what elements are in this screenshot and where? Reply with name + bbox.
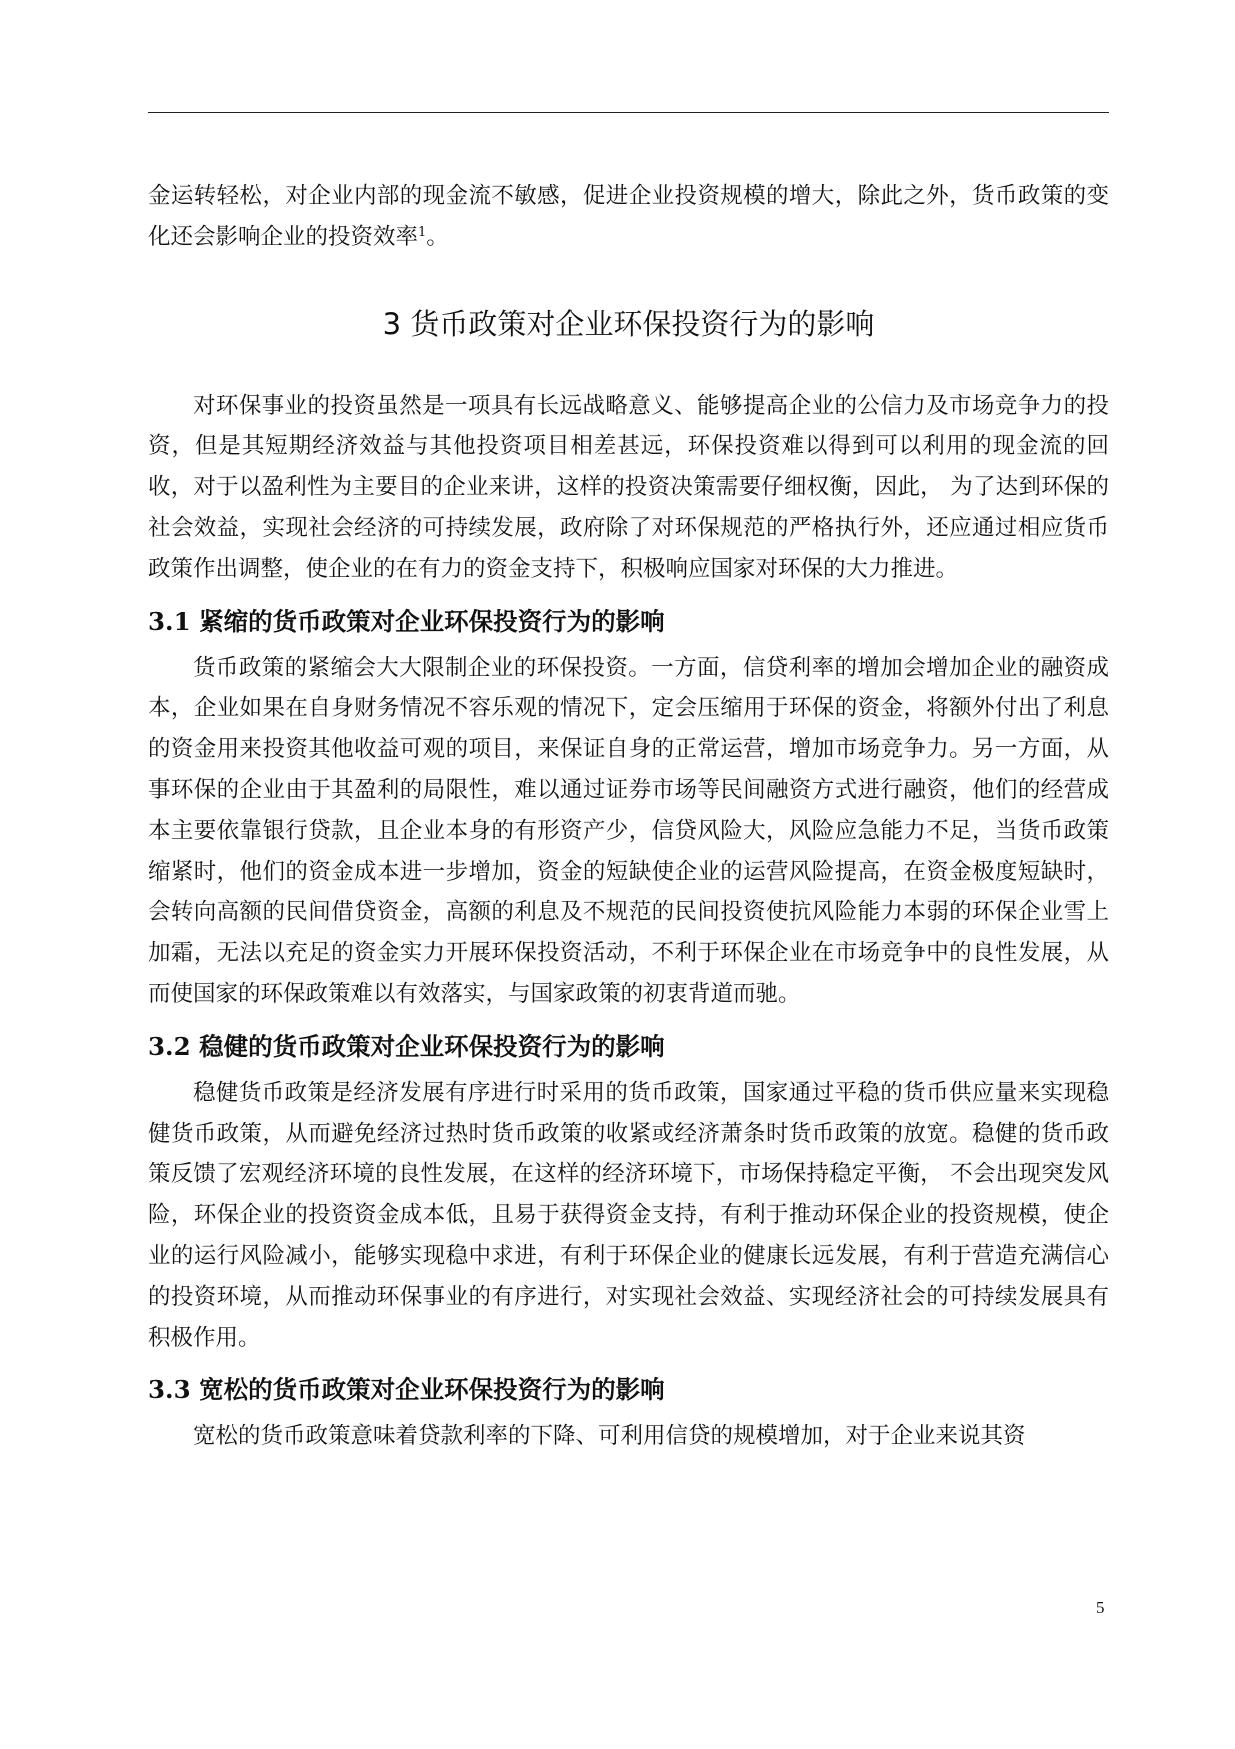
section-title-3-1: 3.1 紧缩的货币政策对企业环保投资行为的影响 — [148, 606, 665, 636]
page-number: 5 — [1096, 1598, 1105, 1617]
section-title-3-2: 3.2 稳健的货币政策对企业环保投资行为的影响 — [148, 1031, 665, 1061]
intro-paragraph-text: 金运转轻松，对企业内部的现金流不敏感，促进企业投资规模的增大，除此之外，货币政策的变化还会影响企业的投资效率 — [148, 183, 1109, 250]
section-title-3-3: 3.3 宽松的货币政策对企业环保投资行为的影响 — [148, 1375, 665, 1405]
chapter-title: 3 货币政策对企业环保投资行为的影响 — [382, 306, 875, 341]
intro-paragraph — [148, 176, 1109, 258]
page-body — [148, 176, 1109, 1457]
intro-paragraph-end: 。 — [426, 223, 449, 250]
section-paragraph-3-2: 稳健货币政策是经济发展有序进行时采用的货币政策，国家通过平稳的货币供应量来实现稳健货币政策，从而避免经济过热时货币政策的收紧或经济萧条时货币政策的放宽。稳健的货币政策反馈了宏观经济环境的良性发展，在这样的经济环境下，市场保持稳定平衡， 不会出现突发风险，环保企业的投资资金成本低，且易于获得资金支持，有利于推动环保企业的投资规模，使企业的运行风险减小，能够实现稳中求进，有利于环保企业的健康长远发展，有利于营造充满信心的投资环境，从而推动环保事业的有序进行，对实现社会效益、实现经济社会的可持续发展具有积极作用。 — [148, 1079, 1109, 1351]
header-rule — [148, 112, 1109, 113]
section-paragraph-3-1: 货币政策的紧缩会大大限制企业的环保投资。一方面，信贷利率的增加会增加企业的融资成本，企业如果在自身财务情况不容乐观的情况下，定会压缩用于环保的资金，将额外付出了利息的资金用来投资其他收益可观的项目，来保证自身的正常运营，增加市场竞争力。另一方面，从事环保的企业由于其盈利的局限性，难以通过证券市场等民间融资方式进行融资，他们的经营成本主要依靠银行贷款，且企业本身的有形资产少，信贷风险大，风险应急能力不足，当货币政策缩紧时，他们的资金成本进一步增加，资金的短缺使企业的运营风险提高，在资金极度短缺时，会转向高额的民间借贷资金，高额的利息及不规范的民间投资使抗风险能力本弱的环保企业雪上加霜，无法以充足的资金实力开展环保投资活动，不利于环保企业在市场竞争中的良性发展，从而使国家的环保政策难以有效落实，与国家政策的初衷背道而驰。 — [148, 654, 1109, 1007]
section-paragraph-3-3: 宽松的货币政策意味着贷款利率的下降、可利用信贷的规模增加，对于企业来说其资 — [193, 1423, 1026, 1450]
chapter-paragraph: 对环保事业的投资虽然是一项具有长远战略意义、能够提高企业的公信力及市场竞争力的投资，但是其短期经济效益与其他投资项目相差甚远，环保投资难以得到可以利用的现金流的回收，对于以盈利性为主要目的企业来讲，这样的投资决策需要仔细权衡，因此， 为了达到环保的社会效益，实现社会经济的可持续发展，政府除了对环保规范的严格执行外，还应通过相应货币政策作出调整，使企业的在有力的资金支持下，积极响应国家对环保的大力推进。 — [148, 392, 1109, 582]
footnote-ref[interactable]: 1 — [418, 224, 427, 240]
